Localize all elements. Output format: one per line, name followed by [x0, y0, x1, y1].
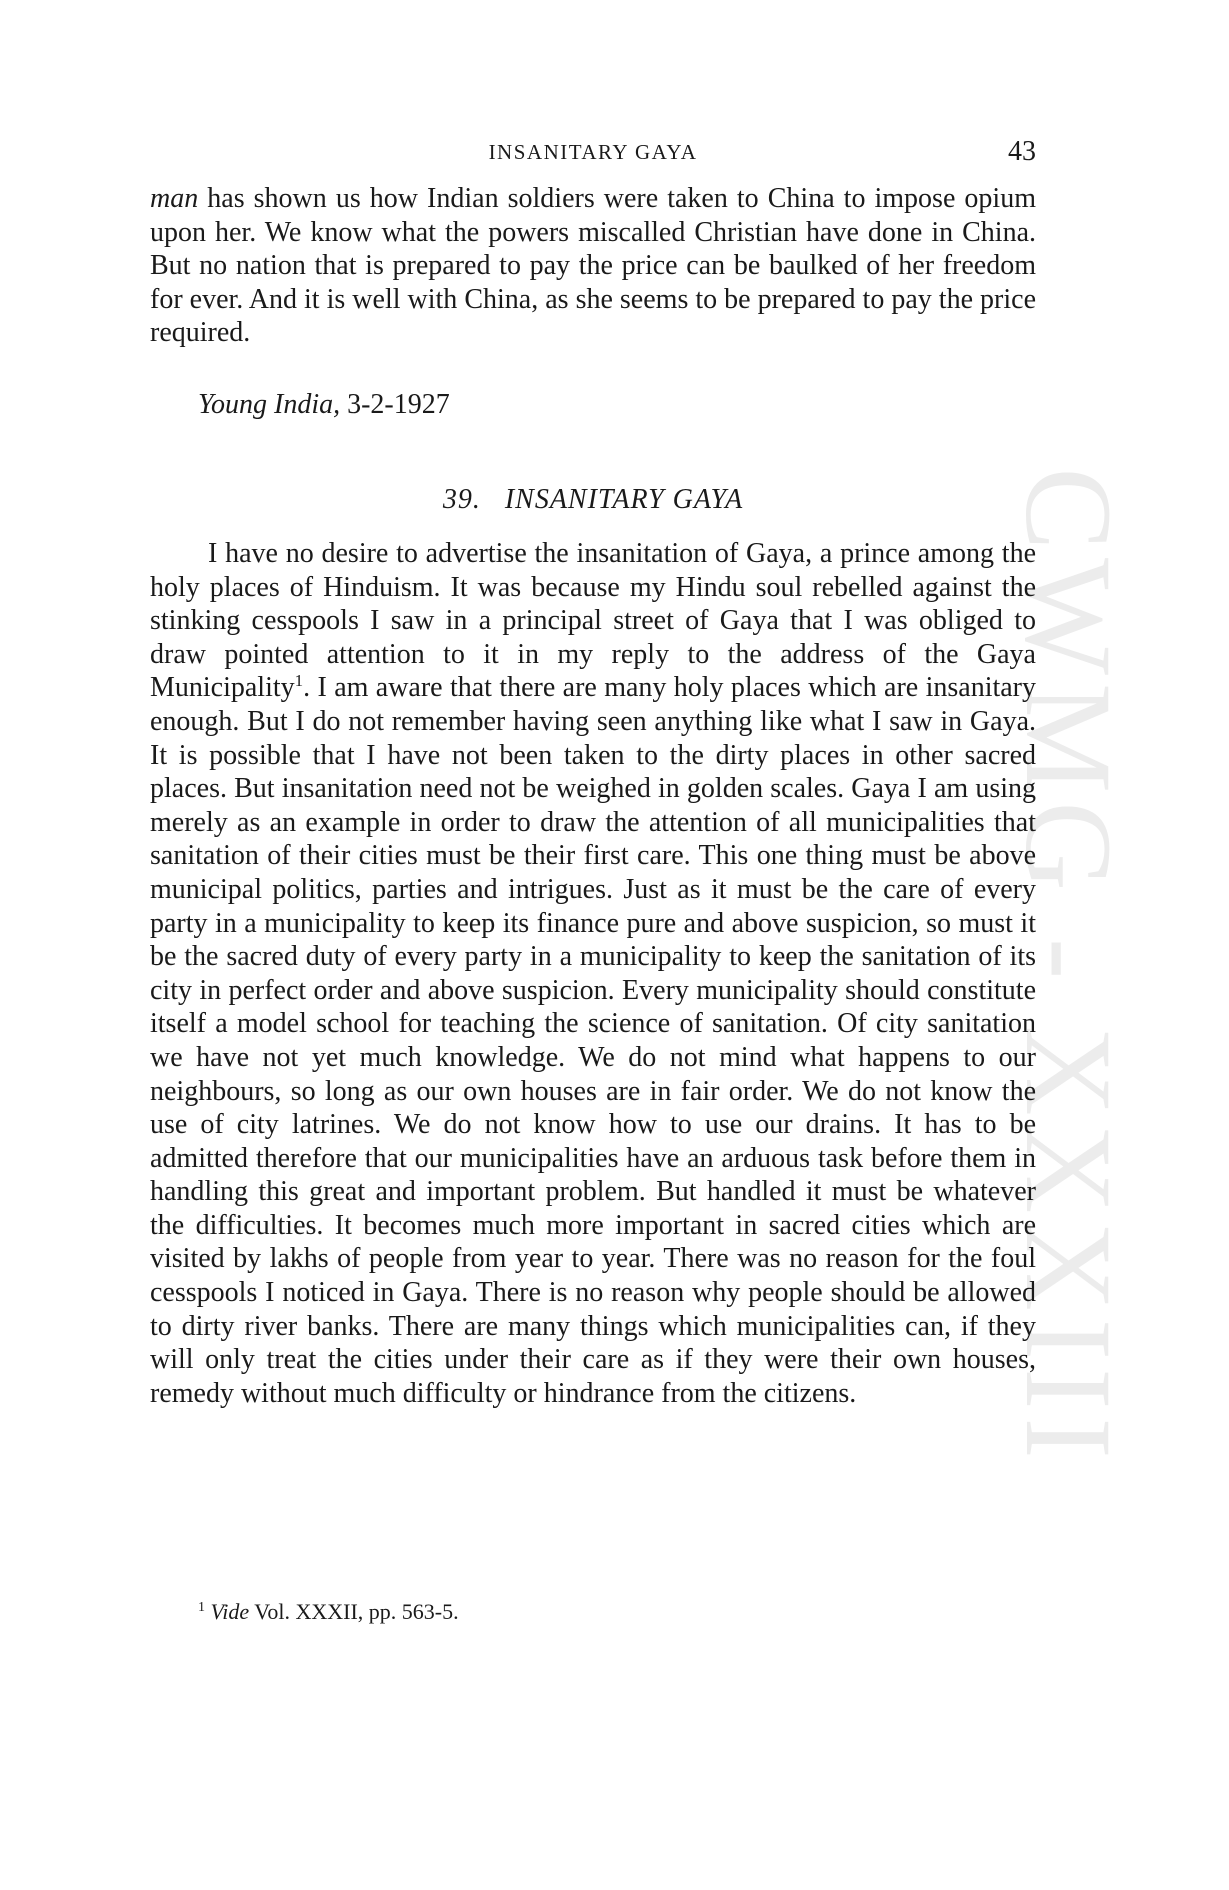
source-line: [198, 388, 450, 422]
source-publication: Young India,: [198, 389, 341, 420]
footnote: [198, 1594, 459, 1626]
article-text-after-note: . I am aware that there are many holy places which are insanitary enough. But I do not remember having seen anything like what I saw in Gaya. It is possible that I have not been taken to the dirty places in other sacred places. But insanitation need not be weighed in golden scales. Gaya I am using merely as an example in order to draw the attention of all municipalities that sanitation of their cities must be their first care. This one thing must be above municipal politics, parties and intrigues. Just as it must be the care of every party in a municipality to keep its finance pure and above suspicion, so must it be the sacred duty of every party in a municipality to keep the sanitation of its city in perfect order and above suspicion. Every municipality should constitute itself a model school for teaching the science of sanitation. Of city sanitation we have not yet much knowledge. We do not mind what happens to our neighbours, so long as our own houses are in fair order. We do not know the use of city latrines. We do not know how to use our drains. It has to be admitted therefore that our municipalities have an arduous task before them in handling this great and important problem. But handled it must be whatever the difficulties. It becomes much more important in sacred cities which are visited by lakhs of people from year to year. There was no reason for the foul cesspools I noticed in Gaya. There is no reason why people should be allowed to dirty river banks. There are many things which municipalities can, if they will only treat the cities under their care as if they were their own houses, remedy without much difficulty or hindrance from the citizens.: [150, 672, 1036, 1409]
article-heading: [150, 484, 1036, 516]
page-number: 43: [1008, 136, 1036, 167]
running-head: [150, 136, 1036, 172]
running-title: INSANITARY GAYA: [488, 140, 698, 164]
continuation-paragraph: [150, 182, 1036, 350]
article-title: INSANITARY GAYA: [504, 484, 744, 515]
footnote-marker: 1: [294, 671, 304, 691]
footnote-text: Vol. XXXII, pp. 563-5.: [249, 1599, 459, 1624]
article-text-before-note: I have no desire to advertise the insanitation of Gaya, a prince among the holy places of Hinduism. It was because my Hindu soul rebelled against the stinking cesspools I saw in a principal street of Gaya that I was obliged to draw pointed attention to it in my reply to the address of the Gaya Municipality: [150, 538, 1036, 704]
article-body: [150, 537, 1036, 1410]
footnote-number: 1: [198, 1600, 205, 1615]
footnote-vide: Vide: [210, 1599, 250, 1624]
watermark-text: CWMG - XXXIII: [1000, 467, 1137, 1467]
article-number: 39.: [442, 484, 481, 515]
source-date: 3-2-1927: [340, 389, 450, 420]
continuation-text: has shown us how Indian soldiers were taken to China to impose opium upon her. We know what the powers miscalled Christian have done in China. But no nation that is prepared to pay the price can be baulked of her freedom for ever. And it is well with China, as she seems to be prepared to pay the price required.: [150, 183, 1036, 349]
lead-word: man: [150, 183, 199, 214]
